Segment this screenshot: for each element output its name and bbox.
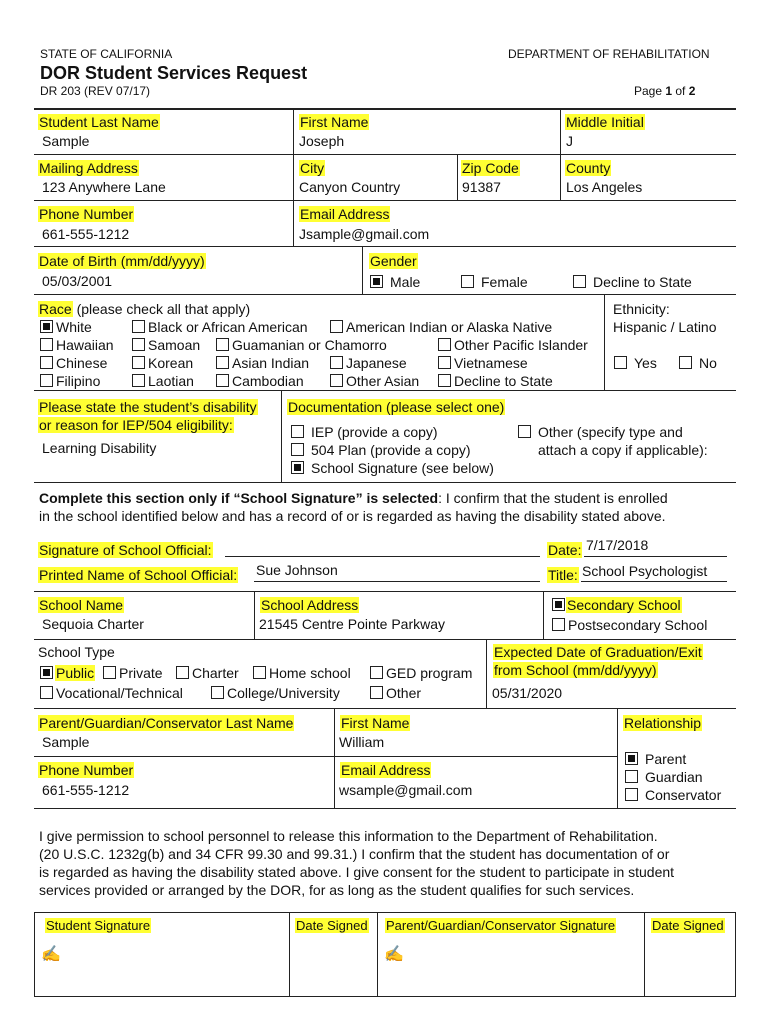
writing-hand-icon[interactable]: ✍ [384, 946, 404, 963]
secondary-school-checkbox[interactable] [552, 598, 565, 611]
date-signed-field-2[interactable] [648, 940, 732, 990]
divider [543, 591, 544, 639]
row-border [34, 246, 736, 247]
printed-name-field[interactable]: Sue Johnson [256, 562, 338, 578]
race-chinese-checkbox[interactable] [40, 356, 53, 369]
school-sig-label: Signature of School Official: [39, 542, 212, 558]
row-border [34, 482, 736, 483]
gender-female-checkbox[interactable] [461, 275, 474, 288]
dob-field[interactable]: 05/03/2001 [42, 273, 113, 289]
grad-date-field[interactable]: 05/31/2020 [492, 685, 563, 701]
phone-field[interactable]: 661-555-1212 [42, 226, 130, 242]
school-type-other-label: Other [386, 685, 422, 701]
printed-name-label: Printed Name of School Official: [39, 567, 238, 583]
race-asian-indian-label: Asian Indian [232, 355, 310, 371]
doc-other-label-line2: attach a copy if applicable): [538, 442, 708, 458]
title-line [581, 581, 727, 582]
gender-male-label: Male [390, 274, 421, 290]
row-border [34, 200, 736, 201]
school-name-label: School Name [39, 597, 124, 613]
school-type-public-label: Public [56, 665, 95, 681]
student-last-name-field[interactable]: Sample [42, 133, 90, 149]
grad-date-label-line1: Expected Date of Graduation/Exit [494, 644, 702, 660]
divider [486, 639, 487, 708]
title-label: Title: [548, 567, 578, 583]
school-type-college-label: College/University [227, 685, 340, 701]
relationship-parent-label: Parent [645, 751, 687, 767]
writing-hand-icon[interactable]: ✍ [41, 946, 61, 963]
divider [254, 591, 255, 639]
school-type-charter-checkbox[interactable] [176, 666, 189, 679]
row-border [34, 294, 736, 295]
title-field[interactable]: School Psychologist [582, 563, 708, 579]
postsecondary-school-checkbox[interactable] [552, 618, 565, 631]
school-address-label: School Address [261, 597, 359, 613]
mailing-address-label: Mailing Address [39, 160, 138, 176]
race-korean-label: Korean [148, 355, 194, 371]
relationship-parent-checkbox[interactable] [625, 752, 638, 765]
school-name-field[interactable]: Sequoia Charter [42, 616, 144, 632]
date-signed-label-2: Date Signed [652, 918, 724, 933]
race-vietnamese-label: Vietnamese [454, 355, 528, 371]
first-name-label: First Name [300, 114, 369, 130]
confirm-statement [39, 490, 668, 506]
state-label: STATE OF CALIFORNIA [40, 47, 173, 61]
form-number: DR 203 (REV 07/17) [40, 84, 151, 98]
disability-field[interactable]: Learning Disability [42, 440, 157, 456]
relationship-conservator-label: Conservator [645, 787, 722, 803]
divider [617, 708, 618, 808]
race-other-asian-checkbox[interactable] [330, 374, 343, 387]
race-white-checkbox[interactable] [40, 320, 53, 333]
race-hawaiian-label: Hawaiian [56, 337, 114, 353]
race-samoan-label: Samoan [148, 337, 201, 353]
sig-table-top [34, 912, 736, 913]
consent-line-2: (20 U.S.C. 1232g(b) and 34 CFR 99.30 and 99.31.) I confirm that the student has documentation of or [39, 846, 670, 862]
page-of: of [672, 84, 689, 98]
city-label: City [300, 160, 325, 176]
race-guamanian-label: Guamanian or Chamorro [232, 337, 387, 353]
race-laotian-label: Laotian [148, 373, 194, 389]
race-guamanian-checkbox[interactable] [216, 338, 229, 351]
confirm-line2: in the school identified below and has a record of or is regarded as having the disability stated above. [39, 508, 666, 524]
divider [644, 912, 645, 996]
school-address-field[interactable]: 21545 Centre Pointe Parkway [259, 616, 445, 632]
relationship-guardian-label: Guardian [645, 769, 703, 785]
grad-date-label-line2: from School (mm/dd/yyyy) [494, 662, 657, 678]
race-pacific-checkbox[interactable] [438, 338, 451, 351]
divider [604, 294, 605, 390]
top-border [34, 108, 736, 110]
email-field[interactable]: Jsample@gmail.com [299, 226, 430, 242]
race-black-label: Black or African American [148, 319, 308, 335]
divider [735, 912, 736, 996]
ethnicity-no-label: No [699, 355, 717, 371]
city-field[interactable]: Canyon Country [299, 179, 401, 195]
county-label: County [566, 160, 611, 176]
race-japanese-checkbox[interactable] [330, 356, 343, 369]
guardian-email-field[interactable]: wsample@gmail.com [339, 782, 473, 798]
race-laotian-checkbox[interactable] [132, 374, 145, 387]
race-asian-indian-checkbox[interactable] [216, 356, 229, 369]
race-pacific-label: Other Pacific Islander [454, 337, 588, 353]
mailing-address-field[interactable]: 123 Anywhere Lane [42, 179, 166, 195]
race-korean-checkbox[interactable] [132, 356, 145, 369]
school-type-home-label: Home school [269, 665, 351, 681]
race-white-label: White [56, 319, 92, 335]
sig-table-bottom [34, 996, 736, 997]
guardian-last-name-field[interactable]: Sample [42, 734, 90, 750]
doc-iep-checkbox[interactable] [291, 425, 304, 438]
relationship-label: Relationship [624, 715, 702, 731]
school-type-ged-checkbox[interactable] [370, 666, 383, 679]
gender-female-label: Female [481, 274, 528, 290]
date-signed-label-1: Date Signed [296, 918, 368, 933]
school-type-other-checkbox[interactable] [370, 686, 383, 699]
race-black-checkbox[interactable] [132, 320, 145, 333]
divider [289, 912, 290, 996]
date-signed-field-1[interactable] [292, 940, 374, 990]
guardian-phone-field[interactable]: 661-555-1212 [42, 782, 130, 798]
zip-code-field[interactable]: 91387 [462, 179, 501, 195]
consent-line-1: I give permission to school personnel to release this information to the Department of Rehabilitation. [39, 828, 658, 844]
divider [281, 390, 282, 482]
race-label-suffix: (please check all that apply) [72, 301, 251, 317]
race-decline-checkbox[interactable] [438, 374, 451, 387]
divider [457, 155, 458, 200]
ethnicity-yes-checkbox[interactable] [614, 356, 627, 369]
disability-label-line2: or reason for IEP/504 eligibility: [39, 417, 233, 433]
parent-signature-field[interactable] [402, 940, 640, 990]
race-japanese-label: Japanese [346, 355, 407, 371]
school-type-vocational-checkbox[interactable] [40, 686, 53, 699]
phone-label: Phone Number [39, 206, 134, 222]
documentation-label: Documentation (please select one) [288, 399, 505, 415]
school-date-label: Date: [548, 542, 582, 558]
ethnicity-no-checkbox[interactable] [679, 356, 692, 369]
divider [334, 708, 335, 808]
printed-name-line [254, 581, 540, 582]
race-samoan-checkbox[interactable] [132, 338, 145, 351]
doc-school-signature-label: School Signature (see below) [311, 460, 494, 476]
row-border [34, 708, 736, 709]
row-border [34, 390, 736, 391]
gender-decline-checkbox[interactable] [573, 275, 586, 288]
doc-504-checkbox[interactable] [291, 443, 304, 456]
race-cambodian-label: Cambodian [232, 373, 304, 389]
gender-decline-label: Decline to State [593, 274, 692, 290]
race-vietnamese-checkbox[interactable] [438, 356, 451, 369]
form-title: DOR Student Services Request [40, 63, 308, 83]
row-border [34, 756, 617, 757]
row-border [34, 808, 736, 809]
race-chinese-label: Chinese [56, 355, 108, 371]
county-field[interactable]: Los Angeles [566, 179, 643, 195]
middle-initial-field[interactable]: J [566, 133, 573, 149]
school-type-home-checkbox[interactable] [253, 666, 266, 679]
doc-school-signature-checkbox[interactable] [291, 461, 304, 474]
race-native-label: American Indian or Alaska Native [346, 319, 553, 335]
confirm-rest: : I confirm that the student is enrolled [438, 490, 668, 506]
row-border [34, 591, 736, 592]
student-signature-label: Student Signature [46, 918, 151, 933]
divider [560, 110, 561, 200]
parent-signature-label: Parent/Guardian/Conservator Signature [386, 918, 616, 933]
race-cambodian-checkbox[interactable] [216, 374, 229, 387]
email-label: Email Address [300, 206, 390, 222]
confirm-bold: Complete this section only if “School Signature” is selected [39, 490, 439, 506]
consent-line-3: is regarded as having the disability stated above. I give consent for the student to participate in student [39, 864, 675, 880]
page-prefix: Page [634, 84, 666, 98]
race-label: Race [39, 301, 72, 317]
race-native-checkbox[interactable] [330, 320, 343, 333]
middle-initial-label: Middle Initial [566, 114, 644, 130]
race-filipino-checkbox[interactable] [40, 374, 53, 387]
school-type-private-checkbox[interactable] [103, 666, 116, 679]
school-type-private-label: Private [119, 665, 163, 681]
guardian-phone-label: Phone Number [39, 762, 134, 778]
zip-code-label: Zip Code [462, 160, 519, 176]
school-date-field[interactable]: 7/17/2018 [586, 537, 649, 553]
consent-line-4: services provided or arranged by the DOR, for as long as the student qualifies for such services. [39, 882, 635, 898]
gender-label: Gender [370, 253, 417, 269]
department-label: DEPARTMENT OF REHABILITATION [508, 47, 710, 61]
relationship-guardian-checkbox[interactable] [625, 770, 638, 783]
gender-male-checkbox[interactable] [370, 275, 383, 288]
school-type-charter-label: Charter [192, 665, 239, 681]
race-other-asian-label: Other Asian [346, 373, 420, 389]
postsecondary-school-label: Postsecondary School [568, 617, 708, 633]
divider [293, 110, 294, 200]
doc-iep-label: IEP (provide a copy) [311, 424, 438, 440]
school-type-ged-label: GED program [386, 665, 473, 681]
race-filipino-label: Filipino [56, 373, 101, 389]
race-hawaiian-checkbox[interactable] [40, 338, 53, 351]
school-type-public-checkbox[interactable] [40, 666, 53, 679]
doc-504-label: 504 Plan (provide a copy) [311, 442, 471, 458]
race-decline-label: Decline to State [454, 373, 553, 389]
guardian-first-name-label: First Name [341, 715, 410, 731]
guardian-email-label: Email Address [341, 762, 431, 778]
school-type-college-checkbox[interactable] [211, 686, 224, 699]
divider [293, 200, 294, 246]
first-name-field[interactable]: Joseph [299, 133, 345, 149]
row-border [34, 154, 736, 155]
relationship-conservator-checkbox[interactable] [625, 788, 638, 801]
page-indicator [634, 84, 695, 98]
student-signature-field[interactable] [60, 940, 284, 990]
divider [377, 912, 378, 996]
doc-other-checkbox[interactable] [518, 425, 531, 438]
guardian-last-name-label: Parent/Guardian/Conservator Last Name [39, 715, 294, 731]
student-last-name-label: Student Last Name [39, 114, 159, 130]
doc-other-label-line1: Other (specify type and [538, 424, 683, 440]
divider [34, 912, 35, 996]
school-type-vocational-label: Vocational/Technical [56, 685, 183, 701]
dob-label: Date of Birth (mm/dd/yyyy) [39, 253, 205, 269]
page-total: 2 [688, 84, 696, 98]
disability-label-line1: Please state the student’s disability [39, 399, 257, 415]
school-date-line [584, 556, 727, 557]
school-type-label: School Type [38, 644, 115, 660]
page-number: 1 [665, 84, 673, 98]
ethnicity-yes-label: Yes [634, 355, 657, 371]
row-border [34, 639, 736, 640]
guardian-first-name-field[interactable]: William [339, 734, 385, 750]
divider [362, 246, 363, 294]
ethnicity-sub-label: Hispanic / Latino [613, 319, 717, 335]
ethnicity-label: Ethnicity: [613, 301, 670, 317]
school-sig-line[interactable] [225, 556, 540, 557]
secondary-school-label: Secondary School [567, 597, 681, 613]
